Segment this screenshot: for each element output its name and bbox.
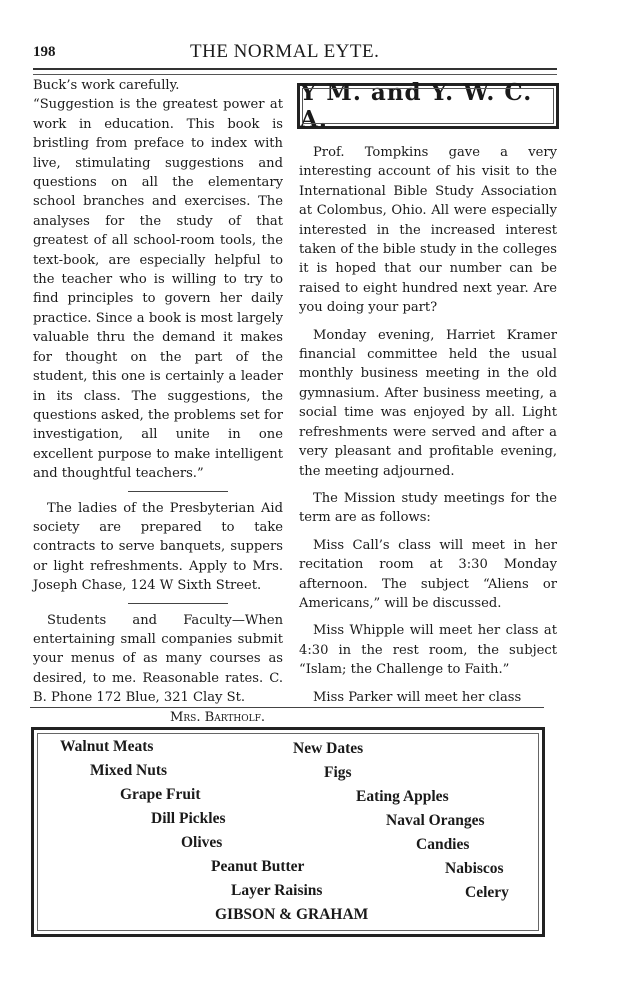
grocery-advertisement bbox=[31, 727, 545, 937]
ymca-heading-box bbox=[297, 79, 559, 133]
page-number: 198 bbox=[33, 44, 56, 60]
merchant-name: GIBSON & GRAHAM bbox=[215, 906, 369, 923]
catering-notice: Students and Faculty—When entertaining small companies submit your menus of as many courses as desired, to me. Reasonable rates. C. B. Phone 172 Blue, 321 Clay St. bbox=[33, 612, 283, 706]
presbyterian-notice: The ladies of the Presbyterian Aid society are prepared to take contracts to serve banquets, suppers or light refreshments. Apply to Mrs. Joseph Chase, 124 W Sixth Street. bbox=[33, 500, 283, 594]
divider-rule bbox=[128, 491, 228, 492]
ad-item-left: Olives bbox=[181, 834, 223, 851]
kramer-paragraph: Monday evening, Harriet Kramer financial committee held the usual monthly business meeting in the old gymnasium. After business meeting, a social time was enjoyed by all. Light refreshments were served and after a very pleasant and profitable evening, the meeting adjourned. bbox=[299, 327, 557, 479]
miss-parker-paragraph: Miss Parker will meet her class bbox=[313, 689, 522, 705]
catering-signature: Mrs. Bartholf. bbox=[169, 709, 265, 725]
divider-rule bbox=[128, 603, 228, 604]
ymca-heading: Y M. and Y. W. C. A. bbox=[300, 79, 533, 133]
review-quote: “Suggestion is the greatest power at work in education. This book is bristling from preface to index with live, stimulating suggestions and questions on all the elementary school branches and exercises. The analyses for the study of that greatest of all school-room tools, the text-book, are especially helpful to the teacher who is willing to try to find principles to govern her daily practice. Since a book is most largely valuable thru the demand it makes for thought on the part of the student, this one is certainly a leader in its class. The suggestions, the questions asked, the problems set for investigation, all unite in one excellent purpose to make intelligent and thoughtful teachers.” bbox=[33, 97, 283, 482]
ad-item-left: Dill Pickles bbox=[151, 810, 226, 827]
ad-item-left: Mixed Nuts bbox=[90, 762, 168, 779]
ad-item-right: Eating Apples bbox=[356, 788, 449, 805]
miss-whipple-paragraph: Miss Whipple will meet her class at 4:30 in the rest room, the subject “Islam; the Challenge to Faith.” bbox=[299, 623, 557, 678]
ad-item-left: Peanut Butter bbox=[211, 858, 305, 875]
ad-item-left: Layer Raisins bbox=[231, 882, 323, 899]
miss-call-paragraph: Miss Call’s class will meet in her recitation room at 3:30 Monday afternoon. The subject “Aliens or Americans,” will be discussed. bbox=[299, 537, 557, 611]
ad-item-right: Celery bbox=[465, 884, 509, 901]
ad-item-right: Naval Oranges bbox=[386, 812, 485, 829]
ad-item-right: Figs bbox=[324, 764, 352, 781]
mission-intro-paragraph: The Mission study meetings for the term are as follows: bbox=[299, 490, 557, 526]
ad-item-right: New Dates bbox=[293, 740, 364, 757]
ad-item-left: Grape Fruit bbox=[120, 786, 201, 803]
ad-item-right: Nabiscos bbox=[445, 860, 504, 877]
header-double-rule bbox=[33, 68, 557, 75]
right-column bbox=[299, 143, 557, 707]
running-title: THE NORMAL EYTE. bbox=[190, 41, 380, 62]
ad-item-right: Candies bbox=[416, 836, 470, 853]
section-separator-rule bbox=[30, 707, 544, 708]
tompkins-paragraph: Prof. Tompkins gave a very interesting account of his visit to the International Bible Study Association at Colombus, Ohio. All were especially interested in the increased interest taken of the bible study in the colleges it is hoped that our number can be raised to eight hundred next year. Are you doing your part? bbox=[299, 145, 557, 316]
left-column bbox=[33, 76, 283, 727]
review-lead-line: Buck’s work carefully. bbox=[33, 78, 180, 93]
ad-item-left: Walnut Meats bbox=[60, 738, 154, 755]
